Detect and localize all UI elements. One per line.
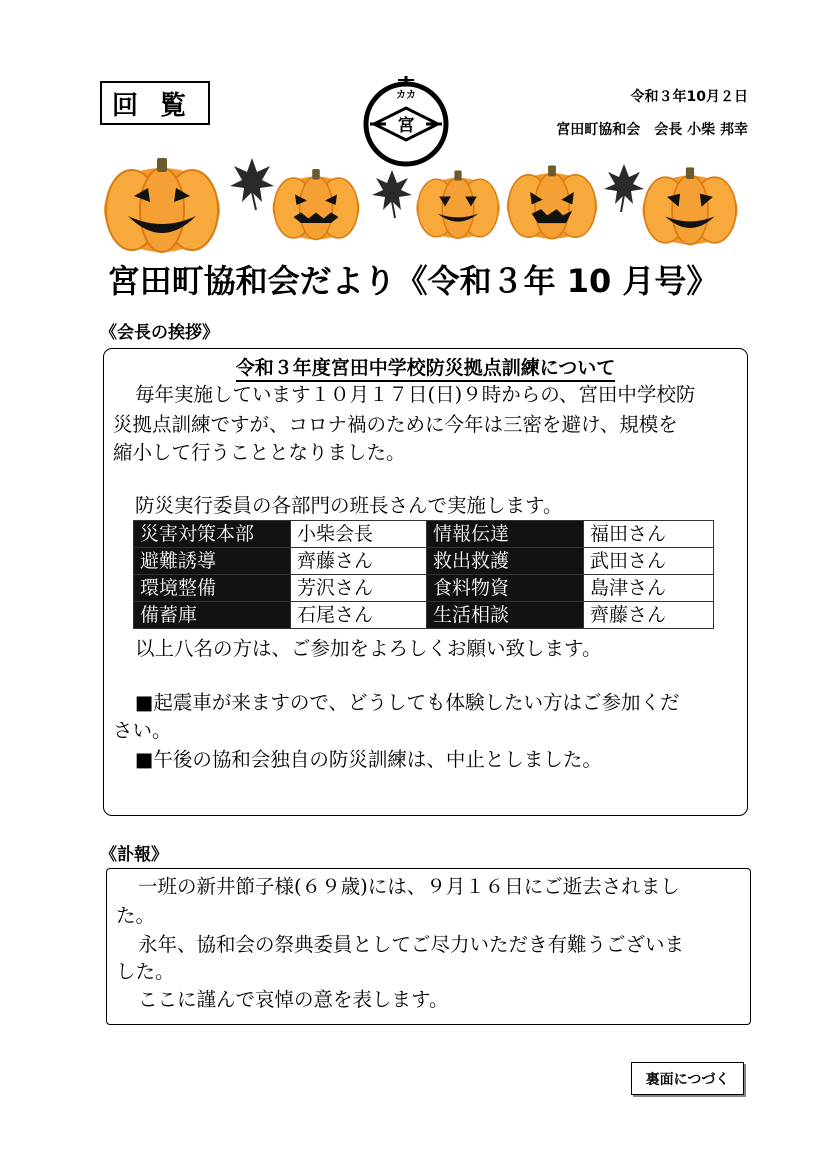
continued-on-back-label: 裏面につづく <box>631 1062 744 1095</box>
paragraph-line: 縮小して行うこととなりました。 <box>113 441 406 464</box>
committee-table <box>133 520 714 629</box>
note-line: ■起震車が来ますので、どうしても体験したい方はご参加くだ <box>135 691 680 714</box>
paragraph-line: 防災実行委員の各部門の班長さんで実施します。 <box>135 494 563 517</box>
obituary-line: 永年、協和会の祭典委員としてご尽力いただき有難うございま <box>138 933 685 956</box>
note-line: ■午後の協和会独自の防災訓練は、中止としました。 <box>135 748 602 771</box>
table-cell: 石尾さん <box>291 602 427 629</box>
table-cell: 環境整備 <box>134 575 291 602</box>
pumpkin-icon <box>104 158 220 252</box>
table-cell: 小柴会長 <box>291 521 427 548</box>
table-row <box>134 548 714 575</box>
table-cell: 齊藤さん <box>584 602 714 629</box>
table-row <box>134 521 714 548</box>
table-cell: 福田さん <box>584 521 714 548</box>
article-title: 令和３年度宮田中学校防災拠点訓練について <box>103 353 748 380</box>
table-row <box>134 602 714 629</box>
table-cell: 災害対策本部 <box>134 521 291 548</box>
maple-leaf-icon <box>230 158 274 210</box>
table-row <box>134 575 714 602</box>
obituary-line: 一班の新井節子様(６９歳)には、９月１６日にご逝去されまし <box>138 875 680 898</box>
logo-text: 宮 <box>397 116 415 136</box>
obituary-line: た。 <box>116 904 156 927</box>
table-cell: 救出救護 <box>427 548 584 575</box>
section-heading-greeting: 《会長の挨拶》 <box>100 323 219 343</box>
circulation-stamp: 回覧 <box>100 81 210 125</box>
table-cell: 情報伝達 <box>427 521 584 548</box>
obituary-line: した。 <box>116 960 175 983</box>
pumpkin-icon <box>273 169 360 240</box>
pumpkin-icon <box>416 171 500 239</box>
table-cell: 芳沢さん <box>291 575 427 602</box>
paragraph-line: 以上八名の方は、ご参加をよろしくお願い致します。 <box>135 637 602 660</box>
maple-leaf-icon <box>604 164 644 212</box>
author-line: 宮田町協和会 会長 小柴 邦幸 <box>556 122 748 138</box>
table-cell: 島津さん <box>584 575 714 602</box>
obituary-line: ここに謹んで哀悼の意を表します。 <box>138 988 449 1011</box>
paragraph-line: 災拠点訓練ですが、コロナ禍のために今年は三密を避け、規模を <box>113 413 678 436</box>
halloween-decoration <box>100 150 740 260</box>
issue-date: 令和３年10月２日 <box>630 89 748 105</box>
paragraph-line: 毎年実施しています１０月１７日(日)９時からの、宮田中学校防 <box>135 383 696 406</box>
table-cell: 武田さん <box>584 548 714 575</box>
table-cell: 食料物資 <box>427 575 584 602</box>
logo-top-text: カカ <box>396 90 416 101</box>
pumpkin-icon <box>507 165 597 238</box>
table-cell: 避難誘導 <box>134 548 291 575</box>
table-cell: 備蓄庫 <box>134 602 291 629</box>
maple-leaf-icon <box>372 170 412 218</box>
note-line: さい。 <box>113 719 172 742</box>
table-cell: 齊藤さん <box>291 548 427 575</box>
newsletter-title: 宮田町協和会だより《令和３年 10 月号》 <box>107 262 719 300</box>
table-cell: 生活相談 <box>427 602 584 629</box>
section-heading-obituary: 《訃報》 <box>100 845 168 865</box>
pumpkin-icon <box>642 167 737 244</box>
